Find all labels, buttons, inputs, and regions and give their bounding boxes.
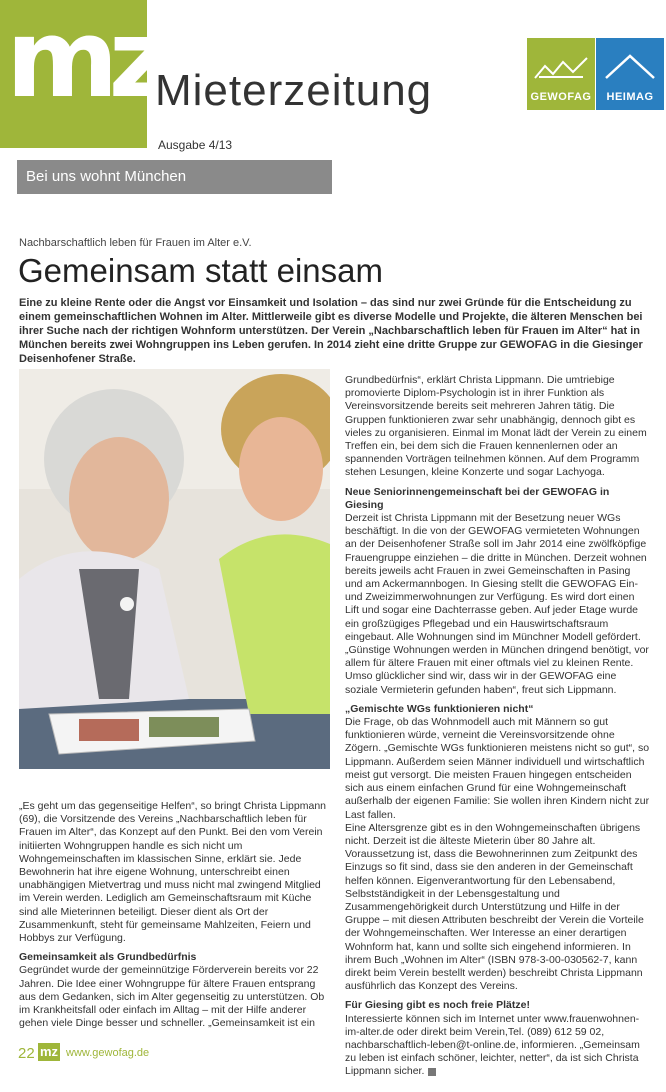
magazine-title: Mieterzeitung — [155, 66, 433, 115]
paragraph: Derzeit ist Christa Lippmann mit der Besetzung neuer WGs beschäftigt. In die von der GEWOFAG vermieteten Wohnungen an der Deisenhofener Straße soll im Jahr 2014 eine zwölfköpfige Frauengruppe einziehen – die dritte in München. Derzeit wohnen bereits jeweils acht Frauen in zwei Gemeinschaften in Pasing und am Ackermannbogen. In Giesing stellt die GEWOFAG Ein- und Zweizimmerwohnungen zur Verfügung. Es wird dort einen Lift und sogar eine Dachterrasse geben. Auf jeder Etage wurde ein großzügiges Pflegebad und ein Hauswirtschaftsraum eingebaut. Alle Wohnungen sind im Münchner Modell gefördert. „Günstige Wohnungen werden in München dringend benötigt, vor allem für ältere Frauen mit einer oftmals viel zu kleinen Rente. Umso glücklicher sind wir, dass wir in der GEWOFAG eine soziale Vermieterin gefunden haben“, freut sich Lippmann. — [345, 512, 649, 696]
paragraph: „Es geht um das gegenseitige Helfen“, so bringt Christa Lippmann (69), die Vorsitzende des Vereins „Nachbarschaftlich leben für Frauen im Alter“, das Konzept auf den Punkt. Bei den vom Verein initiierten Wohngruppen handle es sich nicht um Wohngemeinschaften im klassischen Sinne, erklärt sie. Jede Bewohnerin hat ihre eigene Wohnung, unterschreibt einen unabhängigen Mietvertrag und muss nicht mal zwingend Mitglied im Verein werden. Lediglich am Gemeinschaftsraum mit Küche sind alle Mieterinnen beteiligt. Dieser dient als Ort der Zusammenkunft, steht für gemeinsame Mahlzeiten, Feiern und Hobbys zur Verfügung. — [19, 800, 327, 945]
article-right-column — [345, 374, 650, 1085]
section-label: Bei uns wohnt München — [26, 168, 187, 185]
issue-label: Ausgabe 4/13 — [158, 138, 233, 152]
closing-paragraph — [345, 1013, 650, 1079]
subheading: Neue Seniorinnengemeinschaft bei der GEWOFAG in Giesing — [345, 485, 610, 511]
article-photo — [19, 369, 330, 769]
article-headline: Gemeinsam statt einsam — [18, 252, 383, 289]
paragraph: Die Frage, ob das Wohnmodell auch mit Männern so gut funktionieren würde, verneint die Vereinsvorsitzende ohne Zögern. „Gemischte WGs funktionieren meistens nicht so gut“, so Lippmann. Außerdem seien Männer individuell und wirtschaftlich meist gut versorgt. Die meisten Frauen hingegen entscheiden sich aus einem einfachen Grund für eine Wohngemeinschaft außerhalb der eigenen Familie: Sie wollen ihren Kindern nicht zur Last fallen. — [345, 716, 650, 821]
footer-mz-logo: mz — [39, 1044, 59, 1059]
gewofag-logo — [527, 38, 595, 110]
closing-text: Interessierte können sich im Internet unter www.frauenwohnen-im-alter.de oder direkt beim Verein,Tel. (089) 612 59 02, nachbarschaftlich-leben@t-online.de, informieren. „Gemeinsam zu leben ist einfach schöner, leichter, netter“, da ist sich Christa Lippmann sicher. — [345, 1012, 640, 1078]
article-lead: Eine zu kleine Rente oder die Angst vor Einsamkeit und Isolation – das sind nur zwei Gründe für die Entscheidung zu einem gemeinschaftlichen Wohnen im Alter. Mittlerweile gibt es diverse Modelle und Projekte, die älteren Menschen bei ihrer Suche nach der richtigen Wohnform unterstützen. Der Verein „Nachbarschaftlich leben für Frauen im Alter“ hat in München bereits zwei Wohngruppen ins Leben gerufen. In 2014 zieht eine dritte Gruppe zur GEWOFAG in die Giesinger Deisenhofener Straße. — [19, 297, 643, 365]
heimag-logo — [596, 38, 664, 110]
end-mark-icon — [428, 1068, 436, 1076]
footer-url[interactable]: www.gewofag.de — [66, 1047, 150, 1059]
paragraph: Eine Altersgrenze gibt es in den Wohngemeinschaften übrigens nicht. Derzeit ist die älteste Mieterin über 80 Jahre alt. Voraussetzung ist, dass die Bewohnerinnen zum Zeitpunkt des Einzugs so fit sind, dass sie den anderen in der Gemeinschaft helfen können. Eigenverantwortung für den Lebensabend, Selbstständigkeit in der Lebensgestaltung und Zusammengehörigkeit durch Unterstützung und Hilfe in der Gruppe – mit diesen Attributen beschreibt der Verein die Vorteile der Wohngemeinschaften. Wer Interesse an einer derartigen Wohnform hat, kann und sollte sich eingehend informieren. In ihrem Buch „Wohnen im Alter“ (ISBN 978-3-00-030562-7, kann direkt beim Verein bestellt werden) beschreibt Christa Lippmann ausführlich das Konzept des Vereins. — [345, 821, 644, 993]
mz-logo-text: mz — [6, 0, 162, 122]
page-number: 22 — [18, 1045, 35, 1062]
heimag-label: HEIMAG — [606, 91, 654, 103]
roof-icon — [602, 48, 658, 88]
houses-icon — [533, 48, 589, 88]
paragraph: Gegründet wurde der gemeinnützige Förderverein bereits vor 22 Jahren. Die Idee einer Wohngruppe für ältere Frauen entsprang aus dem Gedanken, sich im Alter gegenseitig zu unterstützen. Ob im Krankheitsfall oder einfach im Alltag – mit der Hilfe anderer gehen viele Dinge besser und schneller. „Gemeinsamkeit ist ein — [19, 964, 325, 1030]
article-left-column — [19, 800, 332, 1036]
article-kicker: Nachbarschaftlich leben für Frauen im Alter e.V. — [19, 237, 252, 249]
subheading: Für Giesing gibt es noch freie Plätze! — [345, 999, 530, 1012]
subheading: „Gemischte WGs funktionieren nicht“ — [345, 702, 534, 715]
subheading: Gemeinsamkeit als Grundbedürfnis — [19, 951, 197, 964]
paragraph: Grundbedürfnis“, erklärt Christa Lippmann. Die umtriebige promovierte Diplom-Psychologin ist in ihrer Funktion als Vereinsvorsitzende bereits seit mehreren Jahren tätig. Die Gruppen funktionieren zwar sehr unabhängig, dennoch gibt es vieles zu organisieren. Einmal im Monat lädt der Verein zu einem Treffen ein, bei dem sich die Frauen kennenlernen oder an spannenden Vorträgen teilnehmen können. Auf dem Programm stehen Lesungen, kleine Konzerte und sogar Lachyoga. — [345, 374, 647, 479]
gewofag-label: GEWOFAG — [530, 91, 592, 103]
